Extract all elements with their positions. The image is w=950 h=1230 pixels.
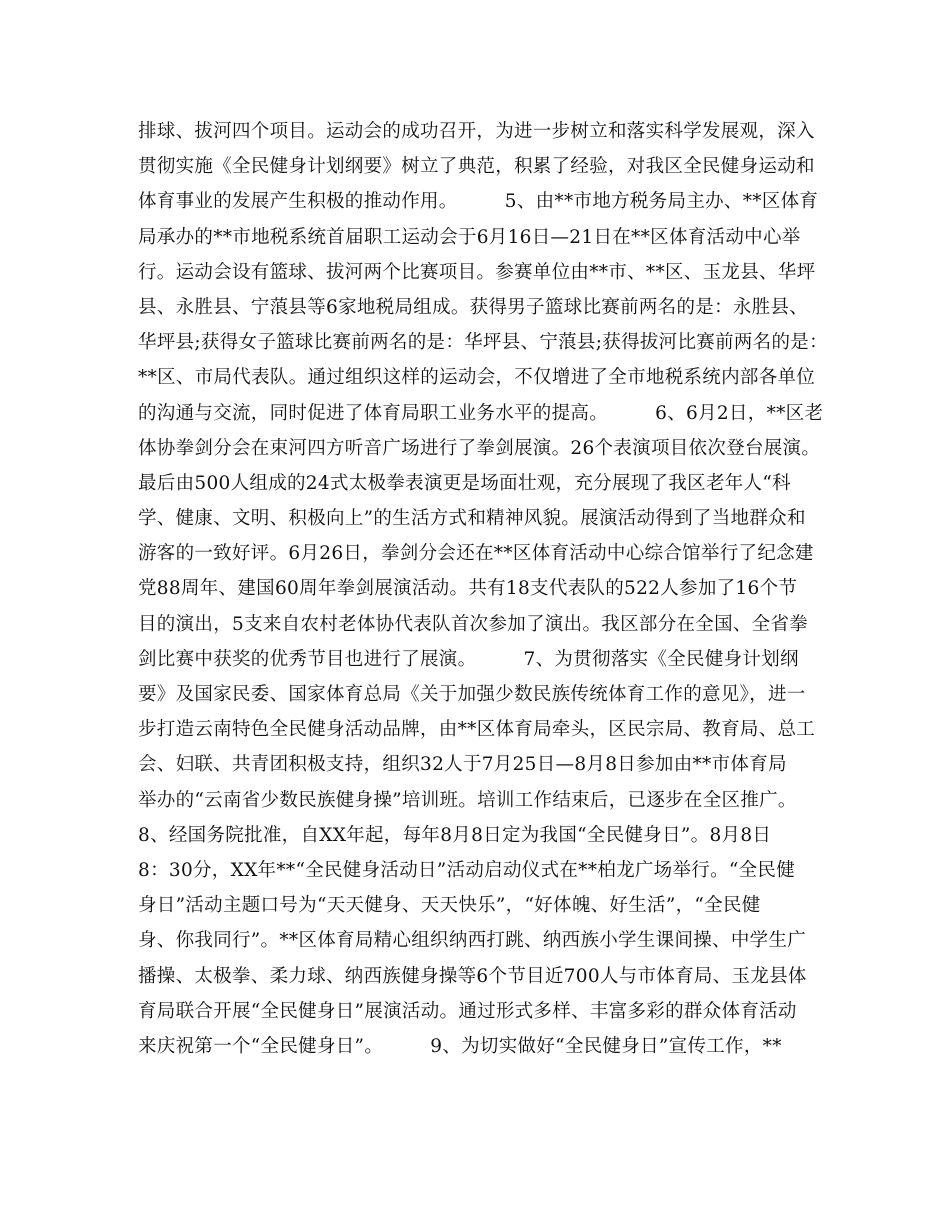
text-line: 贯彻实施《全民健身计划纲要》树立了典范，积累了经验，对我区全民健身运动和 xyxy=(138,156,815,178)
body-text xyxy=(138,114,828,1064)
text-line: 体协拳剑分会在束河四方听音广场进行了拳剑展演。26个表演项目依次登台展演。 xyxy=(138,437,821,459)
text-line: 步打造云南特色全民健身活动品牌，由**区体育局牵头，区民宗局、教育局、总工 xyxy=(138,719,816,741)
text-line: 局承办的**市地税系统首届职工运动会于6月16日—21日在**区体育活动中心举 xyxy=(138,226,801,248)
text-line: 县、永胜县、宁蒗县等6家地税局组成。获得男子篮球比赛前两名的是：永胜县、 xyxy=(138,296,809,318)
text-line: 的沟通与交流，同时促进了体育局职工业务水平的提高。 6、6月2日，**区老 xyxy=(138,402,824,424)
text-line: 会、妇联、共青团积极支持，组织32人于7月25日—8月8日参加由**市体育局 xyxy=(138,754,787,776)
text-line: 育局联合开展“全民健身日”展演活动。通过形式多样、丰富多彩的群众体育活动 xyxy=(138,1000,797,1022)
text-line: 8、经国务院批准，自XX年起，每年8月8日定为我国“全民健身日”。8月8日 xyxy=(138,824,772,846)
text-line: 举办的“云南省少数民族健身操”培训班。培训工作结束后，已逐步在全区推广。 xyxy=(138,789,797,811)
text-line: 游客的一致好评。6月26日，拳剑分会还在**区体育活动中心综合馆举行了纪念建 xyxy=(138,543,814,565)
text-line: 体育事业的发展产生积极的推动作用。 5、由**市地方税务局主办、**区体育 xyxy=(138,191,819,213)
text-line: 来庆祝第一个“全民健身日”。 9、为切实做好“全民健身日”宣传工作，** xyxy=(138,1035,782,1057)
text-line: 行。运动会设有篮球、拔河两个比赛项目。参赛单位由**市、**区、玉龙县、华坪 xyxy=(138,261,816,283)
text-line: 8：30分，XX年**“全民健身活动日”活动启动仪式在**柏龙广场举行。“全民健 xyxy=(138,859,796,881)
text-line: 党88周年、建国60周年拳剑展演活动。共有18支代表队的522人参加了16个节 xyxy=(138,578,798,600)
text-line: 最后由500人组成的24式太极拳表演更是场面壮观，充分展现了我区老年人“科 xyxy=(138,472,791,494)
text-line: 目的演出，5支来自农村老体协代表队首次参加了演出。我区部分在全国、全省拳 xyxy=(138,613,809,635)
text-line: 身、你我同行”。**区体育局精心组织纳西打跳、纳西族小学生课间操、中学生广 xyxy=(138,930,807,952)
text-line: 排球、拔河四个项目。运动会的成功召开，为进一步树立和落实科学发展观，深入 xyxy=(138,121,815,142)
text-line: **区、市局代表队。通过组织这样的运动会，不仅增进了全市地税系统内部各单位 xyxy=(138,367,816,389)
text-line: 华坪县;获得女子篮球比赛前两名的是：华坪县、宁蒗县;获得拔河比赛前两名的是： xyxy=(138,332,828,354)
text-line: 身日”活动主题口号为“天天健身、天天快乐”，“好体魄、好生活”，“全民健 xyxy=(138,895,761,917)
text-line: 要》及国家民委、国家体育总局《关于加强少数民族传统体育工作的意见》，进一 xyxy=(138,684,806,705)
text-line: 播操、太极拳、柔力球、纳西族健身操等6个节目近700人与市体育局、玉龙县体 xyxy=(138,965,807,987)
text-line: 学、健康、文明、积极向上”的生活方式和精神风貌。展演活动得到了当地群众和 xyxy=(138,508,806,530)
text-line: 剑比赛中获奖的优秀节目也进行了展演。 7、为贯彻落实《全民健身计划纲 xyxy=(138,648,799,670)
